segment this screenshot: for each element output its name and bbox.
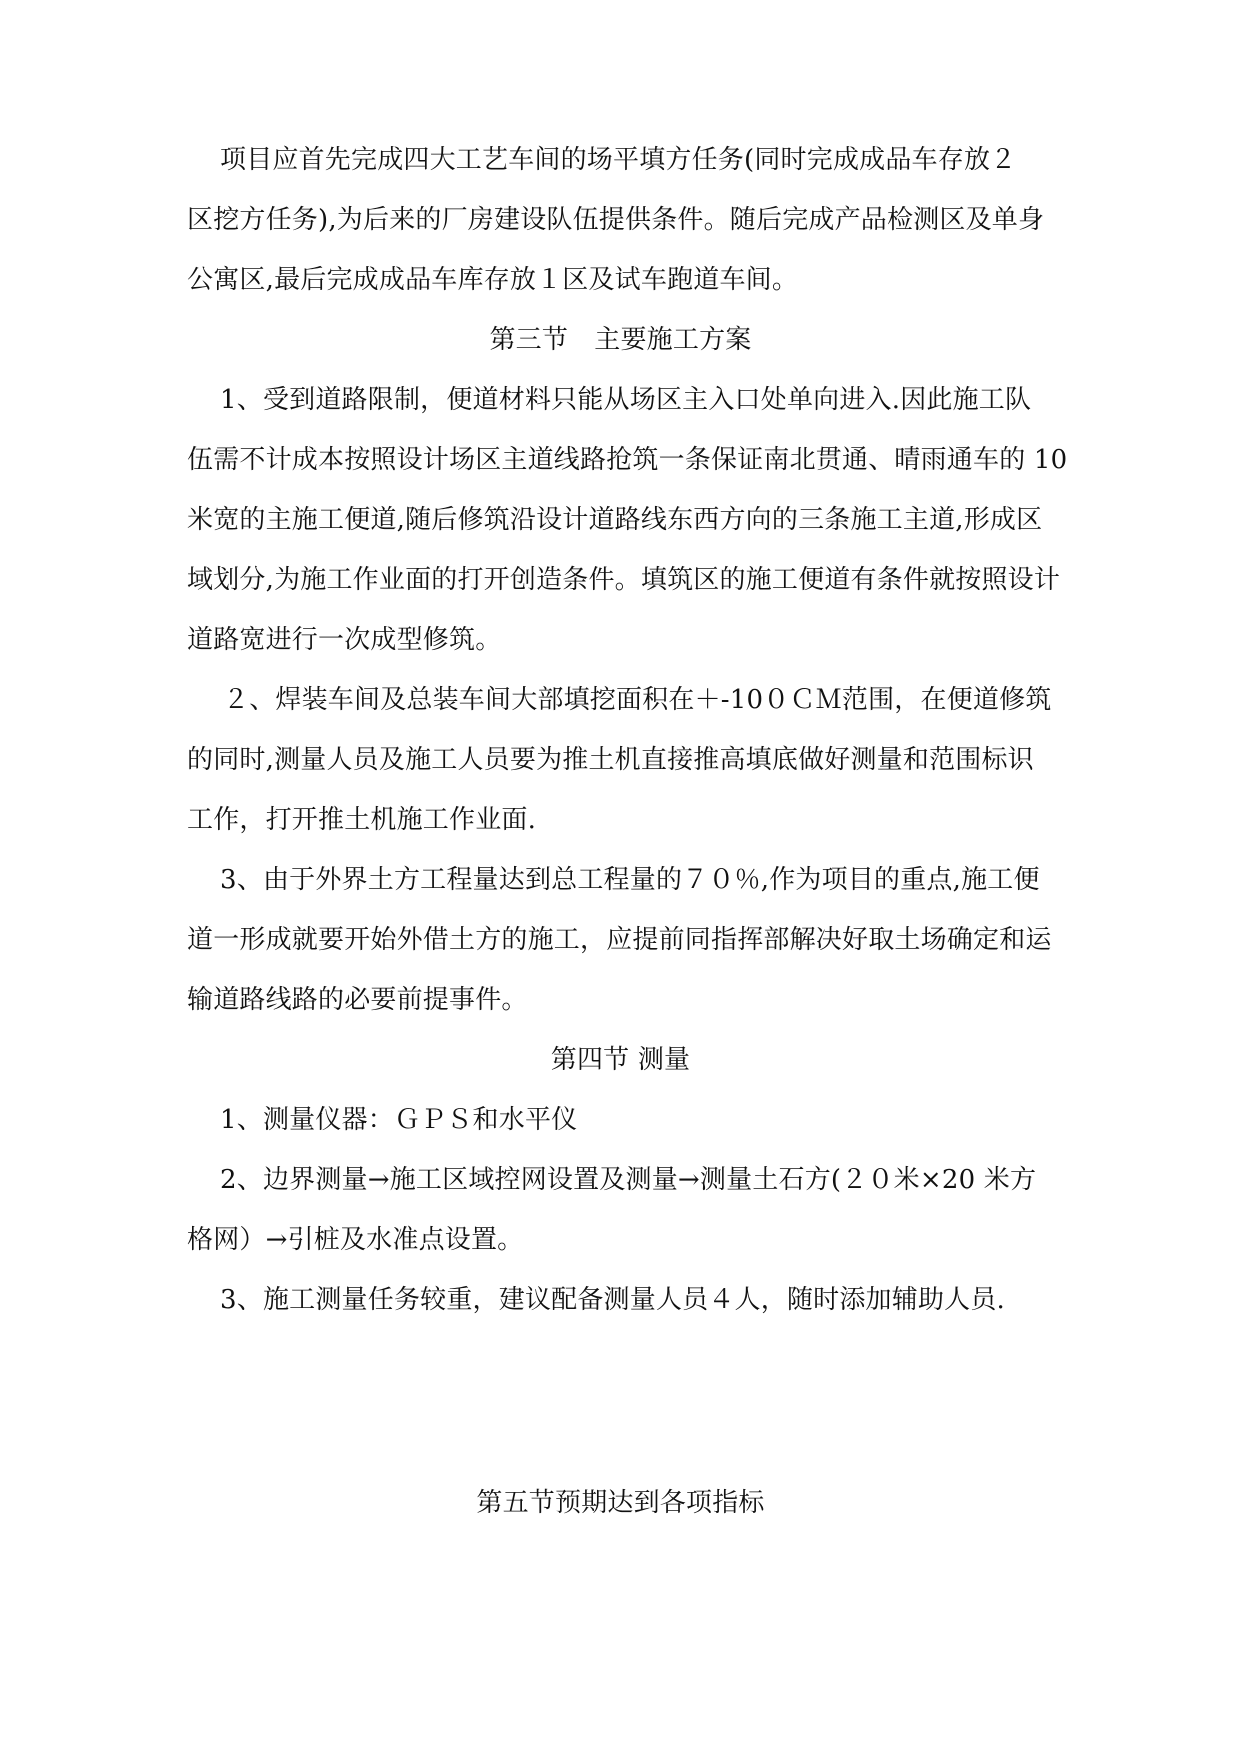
paragraph-4-line-1: 3、由于外界土方工程量达到总工程量的７０％,作为项目的重点,施工便 [220,865,1040,895]
paragraph-4-line-2: 道一形成就要开始外借土方的施工，应提前同指挥部解决好取土场确定和运 [187,925,1052,955]
section-heading-3: 第三节 主要施工方案 [489,325,752,355]
paragraph-5: 1、测量仪器：ＧＰＳ和水平仪 [220,1105,578,1135]
section-heading-4: 第四节 测量 [550,1045,691,1075]
paragraph-1-line-3: 公寓区,最后完成成品车库存放１区及试车跑道车间。 [187,265,799,295]
paragraph-1-line-1: 项目应首先完成四大工艺车间的场平填方任务(同时完成成品车存放２ [220,145,1017,175]
paragraph-2-line-5: 道路宽进行一次成型修筑。 [187,625,502,655]
paragraph-2-line-1: 1、受到道路限制，便道材料只能从场区主入口处单向进入.因此施工队 [220,385,1032,415]
paragraph-3-line-3: 工作，打开推土机施工作业面. [187,805,537,835]
paragraph-2-line-4: 域划分,为施工作业面的打开创造条件。填筑区的施工便道有条件就按照设计 [187,565,1061,595]
paragraph-6-line-1: 2、边界测量→施工区域控网设置及测量→测量土石方(２０米×20 米方 [220,1165,1037,1195]
section-heading-5: 第五节预期达到各项指标 [476,1488,765,1518]
paragraph-3-line-2: 的同时,测量人员及施工人员要为推土机直接推高填底做好测量和范围标识 [187,745,1034,775]
paragraph-4-line-3: 输道路线路的必要前提事件。 [187,985,528,1015]
paragraph-2-line-3: 米宽的主施工便道,随后修筑沿设计道路线东西方向的三条施工主道,形成区 [187,505,1043,535]
paragraph-2-line-2: 伍需不计成本按照设计场区主道线路抢筑一条保证南北贯通、晴雨通车的 10 [187,445,1068,475]
paragraph-3-line-1: ２、焊装车间及总装车间大部填挖面积在＋-10０ＣＭ范围，在便道修筑 [223,685,1052,715]
paragraph-7: 3、施工测量任务较重，建议配备测量人员４人，随时添加辅助人员. [220,1285,1006,1315]
paragraph-6-line-2: 格网）→引桩及水准点设置。 [187,1225,524,1255]
paragraph-1-line-2: 区挖方任务),为后来的厂房建设队伍提供条件。随后完成产品检测区及单身 [187,205,1045,235]
